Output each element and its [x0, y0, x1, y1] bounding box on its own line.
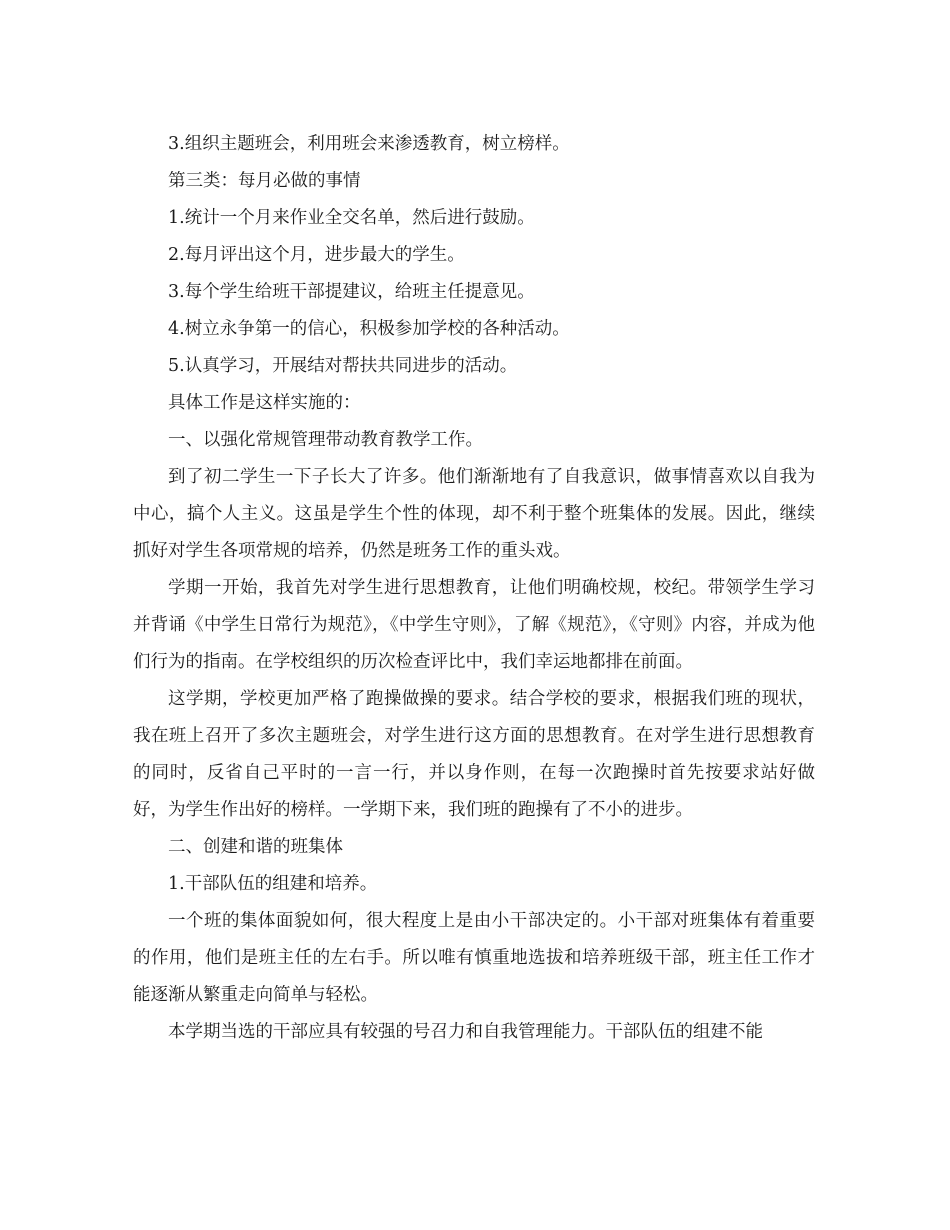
paragraph-5: 3.每个学生给班干部提建议，给班主任提意见。 — [168, 282, 535, 302]
paragraph-12: 这学期，学校更加严格了跑操做操的要求。结合学校的要求，根据我们班的现状，我在班上召开了多次主题班会，对学生进行这方面的思想教育。在对学生进行思想教育的同时，反省自己平时的一言一行，并以身作则，在每一次跑操时首先按要求站好做好，为学生作出好的榜样。一学期下来，我们班的跑操有了不小的进步。 — [133, 689, 815, 820]
paragraph-1: 3.组织主题班会，利用班会来渗透教育，树立榜样。 — [168, 134, 570, 154]
paragraph-8: 具体工作是这样实施的： — [168, 393, 361, 413]
paragraph-15: 一个班的集体面貌如何，很大程度上是由小干部决定的。小干部对班集体有着重要的作用，他们是班主任的左右手。所以唯有慎重地选拔和培养班级干部，班主任工作才能逐渐从繁重走向简单与轻松。 — [133, 911, 815, 1005]
paragraph-4: 2.每月评出这个月，进步最大的学生。 — [168, 245, 465, 265]
paragraph-6: 4.树立永争第一的信心，积极参加学校的各种活动。 — [168, 319, 570, 339]
paragraph-14: 1.干部队伍的组建和培养。 — [168, 874, 378, 894]
paragraph-7: 5.认真学习，开展结对帮扶共同进步的活动。 — [168, 356, 518, 376]
paragraph-16: 本学期当选的干部应具有较强的号召力和自我管理能力。干部队伍的组建不能 — [168, 1022, 763, 1042]
paragraph-3: 1.统计一个月来作业全交名单，然后进行鼓励。 — [168, 208, 535, 228]
document-body — [133, 126, 815, 1051]
paragraph-11: 学期一开始，我首先对学生进行思想教育，让他们明确校规，校纪。带领学生学习并背诵《中学生日常行为规范》，《中学生守则》，了解《规范》，《守则》内容，并成为他们行为的指南。在学校组织的历次检查评比中，我们幸运地都排在前面。 — [133, 578, 815, 672]
paragraph-10: 到了初二学生一下子长大了许多。他们渐渐地有了自我意识，做事情喜欢以自我为中心，搞个人主义。这虽是学生个性的体现，却不利于整个班集体的发展。因此，继续抓好对学生各项常规的培养，仍然是班务工作的重头戏。 — [133, 467, 815, 561]
section-heading-2: 二、创建和谐的班集体 — [168, 837, 343, 857]
section-heading-1: 一、以强化常规管理带动教育教学工作。 — [168, 430, 483, 450]
paragraph-2: 第三类：每月必做的事情 — [168, 171, 361, 191]
